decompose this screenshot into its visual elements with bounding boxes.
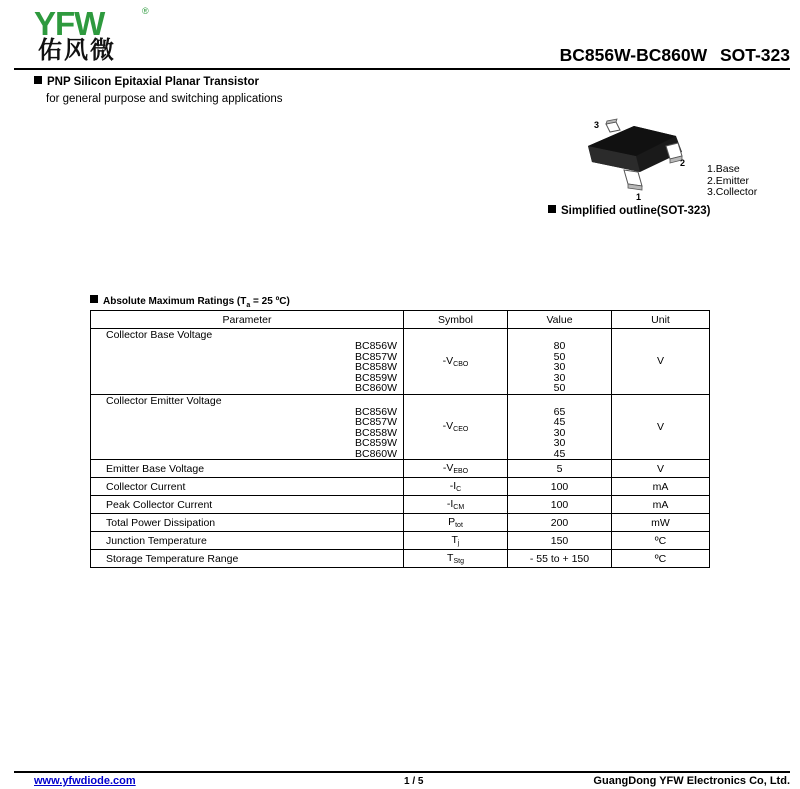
bullet-square-icon bbox=[548, 205, 556, 213]
ratings-title bbox=[90, 295, 290, 309]
symbol-main: -V bbox=[442, 462, 454, 474]
pin-label-2: 2 bbox=[680, 158, 686, 168]
value-cell bbox=[508, 394, 612, 460]
value-cell: 100 bbox=[508, 478, 612, 496]
bullet-square-icon bbox=[90, 295, 98, 303]
value-item: 50 bbox=[553, 350, 566, 363]
parameter-cell: Peak Collector Current bbox=[91, 496, 404, 514]
symbol-subscript: CEO bbox=[453, 426, 469, 434]
value-item: 45 bbox=[553, 447, 566, 460]
value-item: 80 bbox=[553, 340, 566, 352]
variant-list bbox=[106, 407, 403, 460]
parameter-cell bbox=[91, 329, 404, 395]
symbol-cell bbox=[404, 394, 508, 460]
document-title: BC856W-BC860W SOT-323 bbox=[559, 45, 790, 65]
unit-cell: V bbox=[612, 329, 710, 395]
pin-label-3: 3 bbox=[594, 120, 600, 130]
registered-mark: ® bbox=[142, 6, 149, 16]
value-item: 30 bbox=[553, 437, 566, 449]
pin-legend-emitter: 2.Emitter bbox=[707, 174, 750, 187]
header-symbol: Symbol bbox=[404, 311, 508, 329]
symbol-main: -I bbox=[449, 480, 457, 492]
intro-title-text: PNP Silicon Epitaxial Planar Transistor bbox=[47, 76, 259, 88]
intro-heading bbox=[34, 76, 259, 88]
ratings-title-suffix: = 25 ºC) bbox=[250, 296, 290, 307]
symbol-main: -V bbox=[442, 354, 454, 367]
ratings-title-sub: a bbox=[246, 302, 251, 309]
value-item: 30 bbox=[553, 361, 566, 373]
value-cell: 100 bbox=[508, 496, 612, 514]
symbol-subscript: CM bbox=[453, 504, 465, 511]
pin-legend-base: 1.Base bbox=[707, 163, 740, 175]
symbol-cell bbox=[404, 514, 508, 532]
symbol-subscript: j bbox=[457, 540, 460, 547]
symbol-cell bbox=[404, 550, 508, 568]
table-header-row bbox=[91, 311, 710, 329]
symbol-cell bbox=[404, 460, 508, 478]
symbol-main: T bbox=[447, 552, 454, 564]
symbol-main: T bbox=[451, 534, 458, 546]
table-row-collector-emitter-voltage bbox=[91, 394, 710, 460]
unit-cell: mA bbox=[612, 496, 710, 514]
footer-rule bbox=[14, 771, 790, 773]
table-row-collector-base-voltage bbox=[91, 329, 710, 395]
value-list bbox=[508, 395, 611, 460]
unit-cell: ºC bbox=[612, 532, 710, 550]
ratings-title-prefix: Absolute Maximum Ratings (T bbox=[103, 296, 247, 307]
symbol-cell bbox=[404, 532, 508, 550]
logo-chinese-name: 佑风微 bbox=[38, 37, 116, 64]
table-row-junction-temperature bbox=[91, 532, 710, 550]
variant-list bbox=[106, 341, 403, 394]
variant-item: BC856W bbox=[354, 405, 397, 418]
unit-cell: mA bbox=[612, 478, 710, 496]
package-caption bbox=[548, 205, 711, 217]
variant-item: BC857W bbox=[354, 350, 397, 363]
value-cell: - 55 to + 150 bbox=[508, 550, 612, 568]
logo-letters: YFW bbox=[34, 5, 105, 42]
package-caption-text: Simplified outline(SOT-323) bbox=[561, 205, 711, 217]
unit-cell: ºC bbox=[612, 550, 710, 568]
header-unit: Unit bbox=[612, 311, 710, 329]
variant-item: BC857W bbox=[354, 416, 397, 428]
variant-item: BC858W bbox=[354, 426, 397, 439]
symbol-subscript: CBO bbox=[453, 360, 469, 368]
intro-subtitle: for general purpose and switching applications bbox=[46, 93, 283, 105]
variant-item: BC859W bbox=[354, 371, 397, 384]
company-name: GuangDong YFW Electronics Co, Ltd. bbox=[593, 775, 790, 787]
unit-cell: V bbox=[612, 460, 710, 478]
parameter-name: Collector Base Voltage bbox=[106, 329, 213, 341]
table-row-collector-current bbox=[91, 478, 710, 496]
value-item: 65 bbox=[553, 405, 566, 418]
value-item: 30 bbox=[553, 371, 566, 384]
symbol-cell bbox=[404, 478, 508, 496]
value-item: 50 bbox=[553, 382, 566, 394]
header-parameter: Parameter bbox=[91, 311, 404, 329]
variant-item: BC858W bbox=[354, 361, 397, 373]
symbol-subscript: C bbox=[456, 486, 462, 493]
table-row-storage-temperature-range bbox=[91, 550, 710, 568]
parameter-cell: Junction Temperature bbox=[91, 532, 404, 550]
symbol-cell bbox=[404, 329, 508, 395]
symbol-main: -I bbox=[446, 498, 454, 510]
table-row-peak-collector-current bbox=[91, 496, 710, 514]
value-cell: 150 bbox=[508, 532, 612, 550]
table-row-emitter-base-voltage bbox=[91, 460, 710, 478]
ratings-table bbox=[90, 310, 710, 568]
table-row-total-power-dissipation bbox=[91, 514, 710, 532]
pin-legend bbox=[707, 164, 757, 199]
variant-item: BC860W bbox=[354, 447, 397, 460]
header-value: Value bbox=[508, 311, 612, 329]
page-number: 1 / 5 bbox=[404, 776, 424, 787]
symbol-main: -V bbox=[442, 420, 454, 433]
variant-item: BC859W bbox=[354, 437, 397, 449]
variant-item: BC856W bbox=[354, 340, 397, 352]
website-link[interactable]: www.yfwdiode.com bbox=[34, 775, 136, 787]
unit-cell: V bbox=[612, 394, 710, 460]
header-rule bbox=[14, 68, 790, 70]
pin-label-1: 1 bbox=[636, 192, 642, 202]
value-cell: 200 bbox=[508, 514, 612, 532]
bullet-square-icon bbox=[34, 76, 42, 84]
parameter-cell bbox=[91, 394, 404, 460]
value-cell bbox=[508, 329, 612, 395]
value-item: 30 bbox=[553, 426, 566, 439]
parameter-cell: Emitter Base Voltage bbox=[91, 460, 404, 478]
parameter-cell: Total Power Dissipation bbox=[91, 514, 404, 532]
variant-item: BC860W bbox=[354, 382, 397, 394]
unit-cell: mW bbox=[612, 514, 710, 532]
value-list bbox=[508, 329, 611, 394]
pin-legend-collector: 3.Collector bbox=[707, 186, 758, 198]
company-logo bbox=[34, 6, 159, 66]
parameter-cell: Collector Current bbox=[91, 478, 404, 496]
symbol-main: P bbox=[448, 516, 456, 528]
parameter-cell: Storage Temperature Range bbox=[91, 550, 404, 568]
symbol-subscript: Stg bbox=[453, 558, 464, 565]
value-cell: 5 bbox=[508, 460, 612, 478]
symbol-cell bbox=[404, 496, 508, 514]
parameter-name: Collector Emitter Voltage bbox=[106, 394, 222, 407]
sot323-package-drawing bbox=[570, 112, 690, 202]
symbol-subscript: tot bbox=[455, 522, 463, 529]
value-item: 45 bbox=[553, 416, 566, 428]
symbol-subscript: EBO bbox=[453, 468, 469, 475]
